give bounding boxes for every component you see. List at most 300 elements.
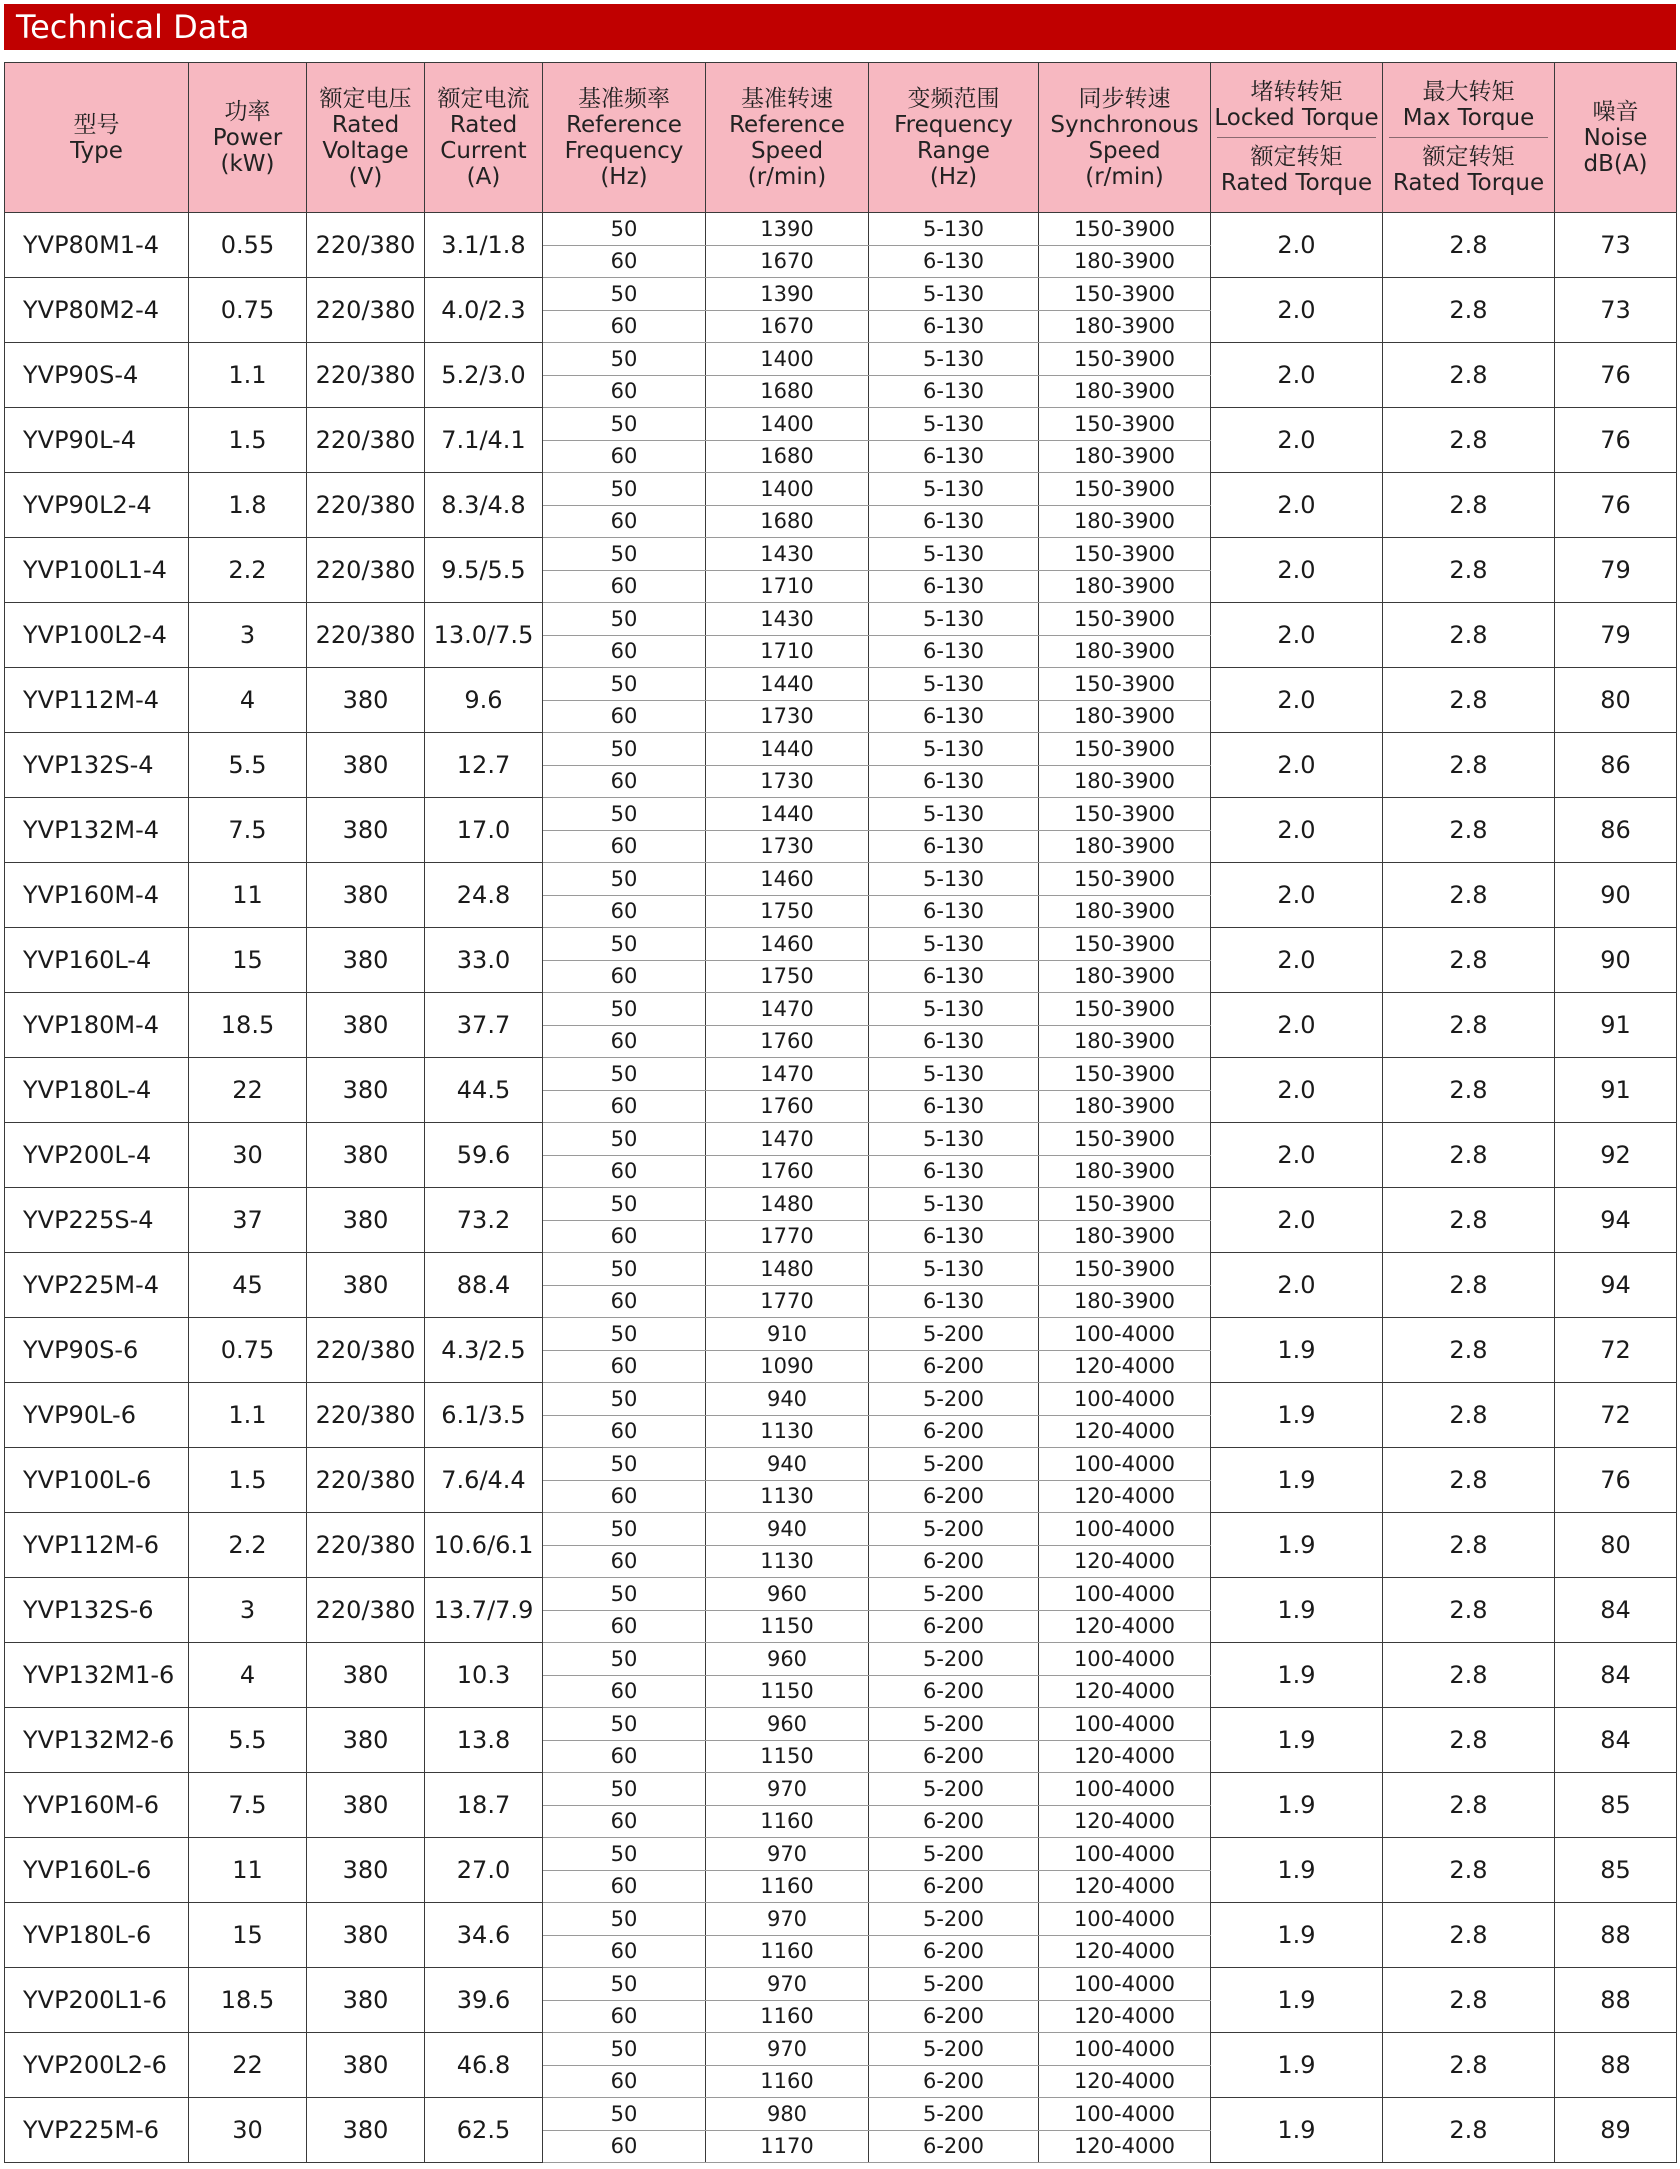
speed-cell: 1440: [706, 668, 869, 701]
range-cell: 6-130: [869, 505, 1039, 538]
power-cell: 1.5: [189, 1448, 307, 1513]
speed-cell: 1400: [706, 473, 869, 506]
locked-torque-cell: 2.0: [1211, 928, 1383, 993]
power-cell: 1.1: [189, 1383, 307, 1448]
current-cell: 24.8: [425, 863, 543, 928]
sync-speed-cell: 100-4000: [1039, 1643, 1211, 1676]
current-cell: 27.0: [425, 1838, 543, 1903]
model-type-cell: YVP132M-4: [5, 798, 189, 863]
speed-cell: 970: [706, 1903, 869, 1936]
max-torque-cell: 2.8: [1383, 408, 1555, 473]
power-cell: 0.75: [189, 1318, 307, 1383]
max-torque-cell: 2.8: [1383, 1773, 1555, 1838]
sync-speed-cell: 120-4000: [1039, 1740, 1211, 1773]
noise-cell: 85: [1555, 1773, 1677, 1838]
sync-speed-cell: 180-3900: [1039, 505, 1211, 538]
speed-cell: 1430: [706, 538, 869, 571]
current-cell: 4.3/2.5: [425, 1318, 543, 1383]
model-type-cell: YVP100L1-4: [5, 538, 189, 603]
speed-cell: 1390: [706, 278, 869, 311]
power-cell: 5.5: [189, 733, 307, 798]
range-cell: 5-200: [869, 1773, 1039, 1806]
range-cell: 5-130: [869, 1123, 1039, 1156]
current-cell: 10.6/6.1: [425, 1513, 543, 1578]
locked-torque-cell: 2.0: [1211, 1058, 1383, 1123]
speed-cell: 940: [706, 1383, 869, 1416]
locked-torque-cell: 2.0: [1211, 278, 1383, 343]
speed-cell: 1710: [706, 635, 869, 668]
sync-speed-cell: 180-3900: [1039, 830, 1211, 863]
header-synchronous-speed: 同步转速 Synchronous Speed (r/min): [1039, 63, 1211, 213]
current-cell: 12.7: [425, 733, 543, 798]
range-cell: 5-200: [869, 1578, 1039, 1611]
sync-speed-cell: 150-3900: [1039, 798, 1211, 831]
sync-speed-cell: 100-4000: [1039, 1383, 1211, 1416]
speed-cell: 980: [706, 2098, 869, 2131]
model-type-cell: YVP90L-6: [5, 1383, 189, 1448]
model-type-cell: YVP132M1-6: [5, 1643, 189, 1708]
voltage-cell: 380: [307, 1188, 425, 1253]
frequency-cell: 50: [543, 928, 706, 961]
frequency-cell: 60: [543, 1545, 706, 1578]
range-cell: 6-130: [869, 1220, 1039, 1253]
table-row: [5, 1708, 1677, 1741]
frequency-cell: 50: [543, 408, 706, 441]
max-torque-cell: 2.8: [1383, 473, 1555, 538]
voltage-cell: 380: [307, 928, 425, 993]
frequency-cell: 60: [543, 245, 706, 278]
frequency-cell: 50: [543, 1123, 706, 1156]
voltage-cell: 380: [307, 1643, 425, 1708]
max-torque-cell: 2.8: [1383, 1318, 1555, 1383]
speed-cell: 1160: [706, 1870, 869, 1903]
frequency-cell: 60: [543, 895, 706, 928]
speed-cell: 1680: [706, 505, 869, 538]
fraction-divider: [1389, 137, 1548, 138]
noise-cell: 84: [1555, 1643, 1677, 1708]
voltage-cell: 220/380: [307, 213, 425, 278]
max-torque-cell: 2.8: [1383, 603, 1555, 668]
frequency-cell: 50: [543, 2033, 706, 2066]
noise-cell: 80: [1555, 668, 1677, 733]
voltage-cell: 380: [307, 863, 425, 928]
range-cell: 5-130: [869, 668, 1039, 701]
range-cell: 5-130: [869, 278, 1039, 311]
range-cell: 5-200: [869, 1708, 1039, 1741]
voltage-cell: 220/380: [307, 538, 425, 603]
current-cell: 59.6: [425, 1123, 543, 1188]
voltage-cell: 380: [307, 733, 425, 798]
power-cell: 5.5: [189, 1708, 307, 1773]
locked-torque-cell: 1.9: [1211, 1318, 1383, 1383]
model-type-cell: YVP112M-6: [5, 1513, 189, 1578]
speed-cell: 1730: [706, 830, 869, 863]
sync-speed-cell: 100-4000: [1039, 1838, 1211, 1871]
locked-torque-cell: 1.9: [1211, 2098, 1383, 2163]
speed-cell: 1750: [706, 895, 869, 928]
sync-speed-cell: 120-4000: [1039, 2130, 1211, 2163]
speed-cell: 970: [706, 1838, 869, 1871]
range-cell: 5-200: [869, 1838, 1039, 1871]
max-torque-cell: 2.8: [1383, 733, 1555, 798]
noise-cell: 84: [1555, 1708, 1677, 1773]
max-torque-cell: 2.8: [1383, 993, 1555, 1058]
max-torque-cell: 2.8: [1383, 1838, 1555, 1903]
voltage-cell: 380: [307, 2033, 425, 2098]
sync-speed-cell: 120-4000: [1039, 1675, 1211, 1708]
max-torque-cell: 2.8: [1383, 798, 1555, 863]
locked-torque-cell: 2.0: [1211, 538, 1383, 603]
max-torque-cell: 2.8: [1383, 1513, 1555, 1578]
current-cell: 88.4: [425, 1253, 543, 1318]
model-type-cell: YVP90L2-4: [5, 473, 189, 538]
speed-cell: 1680: [706, 440, 869, 473]
locked-torque-cell: 2.0: [1211, 213, 1383, 278]
frequency-cell: 50: [543, 1903, 706, 1936]
max-torque-cell: 2.8: [1383, 1708, 1555, 1773]
frequency-cell: 50: [543, 343, 706, 376]
range-cell: 5-130: [869, 863, 1039, 896]
range-cell: 5-130: [869, 1188, 1039, 1221]
noise-cell: 72: [1555, 1383, 1677, 1448]
speed-cell: 940: [706, 1513, 869, 1546]
speed-cell: 1460: [706, 863, 869, 896]
frequency-cell: 60: [543, 635, 706, 668]
frequency-cell: 60: [543, 505, 706, 538]
max-torque-cell: 2.8: [1383, 538, 1555, 603]
voltage-cell: 220/380: [307, 1448, 425, 1513]
current-cell: 9.5/5.5: [425, 538, 543, 603]
table-row: [5, 538, 1677, 571]
header-reference-speed: 基准转速 Reference Speed (r/min): [706, 63, 869, 213]
sync-speed-cell: 180-3900: [1039, 635, 1211, 668]
current-cell: 5.2/3.0: [425, 343, 543, 408]
current-cell: 44.5: [425, 1058, 543, 1123]
max-torque-cell: 2.8: [1383, 1188, 1555, 1253]
model-type-cell: YVP160L-6: [5, 1838, 189, 1903]
noise-cell: 88: [1555, 1968, 1677, 2033]
table-row: [5, 733, 1677, 766]
speed-cell: 1710: [706, 570, 869, 603]
range-cell: 6-200: [869, 2130, 1039, 2163]
frequency-cell: 60: [543, 2130, 706, 2163]
power-cell: 22: [189, 1058, 307, 1123]
voltage-cell: 220/380: [307, 1513, 425, 1578]
range-cell: 5-200: [869, 1513, 1039, 1546]
table-row: [5, 863, 1677, 896]
range-cell: 5-130: [869, 798, 1039, 831]
frequency-cell: 50: [543, 1643, 706, 1676]
power-cell: 0.75: [189, 278, 307, 343]
locked-torque-cell: 2.0: [1211, 1188, 1383, 1253]
power-cell: 11: [189, 863, 307, 928]
range-cell: 6-130: [869, 1090, 1039, 1123]
model-type-cell: YVP80M2-4: [5, 278, 189, 343]
current-cell: 13.0/7.5: [425, 603, 543, 668]
table-row: [5, 1188, 1677, 1221]
range-cell: 6-130: [869, 700, 1039, 733]
range-cell: 5-200: [869, 1448, 1039, 1481]
range-cell: 6-200: [869, 2000, 1039, 2033]
speed-cell: 1770: [706, 1285, 869, 1318]
range-cell: 6-200: [869, 1545, 1039, 1578]
range-cell: 5-130: [869, 733, 1039, 766]
range-cell: 6-200: [869, 1415, 1039, 1448]
current-cell: 7.6/4.4: [425, 1448, 543, 1513]
table-row: [5, 1318, 1677, 1351]
range-cell: 5-200: [869, 1643, 1039, 1676]
sync-speed-cell: 120-4000: [1039, 1350, 1211, 1383]
locked-torque-cell: 2.0: [1211, 473, 1383, 538]
noise-cell: 79: [1555, 603, 1677, 668]
sync-speed-cell: 100-4000: [1039, 1578, 1211, 1611]
max-torque-cell: 2.8: [1383, 213, 1555, 278]
frequency-cell: 60: [543, 1740, 706, 1773]
locked-torque-cell: 2.0: [1211, 798, 1383, 863]
frequency-cell: 50: [543, 1773, 706, 1806]
sync-speed-cell: 150-3900: [1039, 343, 1211, 376]
noise-cell: 76: [1555, 473, 1677, 538]
power-cell: 4: [189, 668, 307, 733]
speed-cell: 1440: [706, 798, 869, 831]
current-cell: 3.1/1.8: [425, 213, 543, 278]
voltage-cell: 220/380: [307, 603, 425, 668]
sync-speed-cell: 100-4000: [1039, 1968, 1211, 2001]
frequency-cell: 50: [543, 993, 706, 1026]
voltage-cell: 220/380: [307, 408, 425, 473]
voltage-cell: 380: [307, 668, 425, 733]
frequency-cell: 60: [543, 570, 706, 603]
voltage-cell: 380: [307, 1903, 425, 1968]
sync-speed-cell: 180-3900: [1039, 310, 1211, 343]
sync-speed-cell: 120-4000: [1039, 1935, 1211, 1968]
power-cell: 15: [189, 928, 307, 993]
current-cell: 73.2: [425, 1188, 543, 1253]
speed-cell: 1760: [706, 1090, 869, 1123]
sync-speed-cell: 180-3900: [1039, 570, 1211, 603]
range-cell: 5-130: [869, 993, 1039, 1026]
max-torque-cell: 2.8: [1383, 1578, 1555, 1643]
max-torque-cell: 2.8: [1383, 1058, 1555, 1123]
sync-speed-cell: 180-3900: [1039, 245, 1211, 278]
sync-speed-cell: 120-4000: [1039, 1805, 1211, 1838]
noise-cell: 76: [1555, 1448, 1677, 1513]
range-cell: 5-200: [869, 1383, 1039, 1416]
frequency-cell: 50: [543, 1058, 706, 1091]
speed-cell: 960: [706, 1578, 869, 1611]
current-cell: 6.1/3.5: [425, 1383, 543, 1448]
frequency-cell: 50: [543, 2098, 706, 2131]
noise-cell: 94: [1555, 1253, 1677, 1318]
power-cell: 4: [189, 1643, 307, 1708]
frequency-cell: 60: [543, 440, 706, 473]
noise-cell: 76: [1555, 343, 1677, 408]
current-cell: 39.6: [425, 1968, 543, 2033]
sync-speed-cell: 100-4000: [1039, 2098, 1211, 2131]
current-cell: 46.8: [425, 2033, 543, 2098]
max-torque-cell: 2.8: [1383, 1123, 1555, 1188]
speed-cell: 1400: [706, 408, 869, 441]
table-row: [5, 993, 1677, 1026]
sync-speed-cell: 150-3900: [1039, 473, 1211, 506]
header-rated-voltage: 额定电压 Rated Voltage (V): [307, 63, 425, 213]
frequency-cell: 50: [543, 863, 706, 896]
sync-speed-cell: 180-3900: [1039, 1090, 1211, 1123]
sync-speed-cell: 150-3900: [1039, 928, 1211, 961]
sync-speed-cell: 180-3900: [1039, 765, 1211, 798]
voltage-cell: 380: [307, 993, 425, 1058]
max-torque-cell: 2.8: [1383, 2098, 1555, 2163]
model-type-cell: YVP200L-4: [5, 1123, 189, 1188]
max-torque-cell: 2.8: [1383, 1968, 1555, 2033]
sync-speed-cell: 100-4000: [1039, 1513, 1211, 1546]
speed-cell: 1400: [706, 343, 869, 376]
model-type-cell: YVP225M-6: [5, 2098, 189, 2163]
noise-cell: 73: [1555, 278, 1677, 343]
range-cell: 6-130: [869, 1285, 1039, 1318]
table-row: [5, 1058, 1677, 1091]
sync-speed-cell: 180-3900: [1039, 1220, 1211, 1253]
model-type-cell: YVP80M1-4: [5, 213, 189, 278]
voltage-cell: 220/380: [307, 1578, 425, 1643]
max-torque-cell: 2.8: [1383, 928, 1555, 993]
model-type-cell: YVP160L-4: [5, 928, 189, 993]
table-row: [5, 928, 1677, 961]
current-cell: 7.1/4.1: [425, 408, 543, 473]
speed-cell: 1680: [706, 375, 869, 408]
locked-torque-cell: 1.9: [1211, 1708, 1383, 1773]
sync-speed-cell: 150-3900: [1039, 863, 1211, 896]
header-locked-torque-ratio: 堵转转矩 Locked Torque 额定转矩 Rated Torque: [1211, 63, 1383, 213]
fraction-divider: [1217, 137, 1376, 138]
current-cell: 37.7: [425, 993, 543, 1058]
range-cell: 5-130: [869, 928, 1039, 961]
speed-cell: 1390: [706, 213, 869, 246]
locked-torque-cell: 1.9: [1211, 1838, 1383, 1903]
sync-speed-cell: 100-4000: [1039, 1318, 1211, 1351]
speed-cell: 1460: [706, 928, 869, 961]
table-row: [5, 1448, 1677, 1481]
model-type-cell: YVP200L2-6: [5, 2033, 189, 2098]
frequency-cell: 60: [543, 1935, 706, 1968]
frequency-cell: 60: [543, 960, 706, 993]
table-row: [5, 213, 1677, 246]
max-torque-cell: 2.8: [1383, 1253, 1555, 1318]
sync-speed-cell: 100-4000: [1039, 1448, 1211, 1481]
technical-data-table: [4, 62, 1677, 2163]
sync-speed-cell: 150-3900: [1039, 733, 1211, 766]
speed-cell: 1770: [706, 1220, 869, 1253]
table-row: [5, 1838, 1677, 1871]
speed-cell: 1760: [706, 1155, 869, 1188]
sync-speed-cell: 150-3900: [1039, 538, 1211, 571]
frequency-cell: 60: [543, 375, 706, 408]
power-cell: 1.8: [189, 473, 307, 538]
speed-cell: 1130: [706, 1545, 869, 1578]
noise-cell: 79: [1555, 538, 1677, 603]
sync-speed-cell: 150-3900: [1039, 1058, 1211, 1091]
range-cell: 6-130: [869, 1155, 1039, 1188]
frequency-cell: 50: [543, 538, 706, 571]
model-type-cell: YVP90S-4: [5, 343, 189, 408]
power-cell: 18.5: [189, 993, 307, 1058]
noise-cell: 91: [1555, 1058, 1677, 1123]
locked-torque-cell: 1.9: [1211, 2033, 1383, 2098]
sync-speed-cell: 120-4000: [1039, 1870, 1211, 1903]
speed-cell: 1160: [706, 2065, 869, 2098]
sync-speed-cell: 150-3900: [1039, 668, 1211, 701]
max-torque-cell: 2.8: [1383, 668, 1555, 733]
speed-cell: 1150: [706, 1610, 869, 1643]
power-cell: 7.5: [189, 1773, 307, 1838]
model-type-cell: YVP132S-6: [5, 1578, 189, 1643]
speed-cell: 960: [706, 1643, 869, 1676]
speed-cell: 1750: [706, 960, 869, 993]
voltage-cell: 380: [307, 1058, 425, 1123]
locked-torque-cell: 2.0: [1211, 863, 1383, 928]
locked-torque-cell: 2.0: [1211, 343, 1383, 408]
sync-speed-cell: 120-4000: [1039, 1545, 1211, 1578]
noise-cell: 90: [1555, 928, 1677, 993]
range-cell: 5-200: [869, 2033, 1039, 2066]
range-cell: 6-130: [869, 245, 1039, 278]
max-torque-cell: 2.8: [1383, 1383, 1555, 1448]
locked-torque-cell: 2.0: [1211, 733, 1383, 798]
locked-torque-cell: 1.9: [1211, 1383, 1383, 1448]
noise-cell: 88: [1555, 1903, 1677, 1968]
sync-speed-cell: 120-4000: [1039, 1480, 1211, 1513]
power-cell: 2.2: [189, 538, 307, 603]
current-cell: 13.8: [425, 1708, 543, 1773]
power-cell: 3: [189, 1578, 307, 1643]
header-max-torque-ratio: 最大转矩 Max Torque 额定转矩 Rated Torque: [1383, 63, 1555, 213]
range-cell: 5-200: [869, 1968, 1039, 2001]
sync-speed-cell: 180-3900: [1039, 1025, 1211, 1058]
table-row: [5, 1513, 1677, 1546]
table-row: [5, 1578, 1677, 1611]
frequency-cell: 60: [543, 830, 706, 863]
speed-cell: 1090: [706, 1350, 869, 1383]
voltage-cell: 380: [307, 2098, 425, 2163]
table-row: [5, 798, 1677, 831]
voltage-cell: 380: [307, 798, 425, 863]
locked-torque-cell: 2.0: [1211, 993, 1383, 1058]
header-rated-current: 额定电流 Rated Current (A): [425, 63, 543, 213]
power-cell: 30: [189, 1123, 307, 1188]
speed-cell: 1160: [706, 1805, 869, 1838]
noise-cell: 91: [1555, 993, 1677, 1058]
range-cell: 5-200: [869, 1318, 1039, 1351]
sync-speed-cell: 100-4000: [1039, 2033, 1211, 2066]
model-type-cell: YVP100L2-4: [5, 603, 189, 668]
max-torque-cell: 2.8: [1383, 1448, 1555, 1513]
model-type-cell: YVP132M2-6: [5, 1708, 189, 1773]
noise-cell: 86: [1555, 798, 1677, 863]
range-cell: 6-130: [869, 440, 1039, 473]
range-cell: 5-130: [869, 343, 1039, 376]
noise-cell: 80: [1555, 1513, 1677, 1578]
locked-torque-cell: 1.9: [1211, 1903, 1383, 1968]
table-row: [5, 668, 1677, 701]
noise-cell: 90: [1555, 863, 1677, 928]
frequency-cell: 60: [543, 1870, 706, 1903]
sync-speed-cell: 180-3900: [1039, 700, 1211, 733]
locked-torque-cell: 2.0: [1211, 603, 1383, 668]
locked-torque-cell: 1.9: [1211, 1448, 1383, 1513]
table-row: [5, 343, 1677, 376]
noise-cell: 88: [1555, 2033, 1677, 2098]
current-cell: 13.7/7.9: [425, 1578, 543, 1643]
